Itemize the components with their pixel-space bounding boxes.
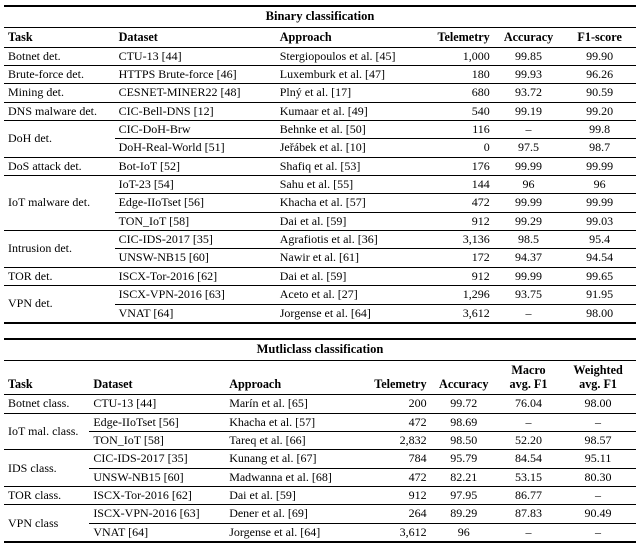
telemetry-cell: 1,000: [462, 48, 490, 63]
accuracy-cell: –: [494, 304, 564, 323]
f1-cell: 99.8: [563, 120, 636, 138]
telemetry-cell: 180: [427, 65, 493, 83]
table-row: [4, 102, 636, 120]
binary-column-header-3: Approach: [276, 27, 428, 47]
accuracy-cell: 98.69: [431, 413, 497, 431]
telemetry-cell: 540: [427, 102, 493, 120]
approach-cell: Dener et al. [69]: [225, 505, 367, 523]
table-row: [4, 267, 636, 285]
telemetry-cell: 472: [367, 413, 430, 431]
multiclass-column-header-2: Dataset: [89, 360, 225, 395]
binary-column-header-2: Dataset: [115, 27, 276, 47]
binary-table-title: Binary classification: [4, 6, 636, 27]
accuracy-cell: 99.99: [494, 267, 564, 285]
binary-title-row: [4, 6, 636, 27]
approach-cell: Kunang et al. [67]: [225, 450, 367, 468]
f1-cell: 98.00: [563, 304, 636, 323]
multiclass-classification-table: [4, 338, 636, 543]
f1-cell: 98.7: [563, 139, 636, 157]
accuracy-cell: 99.99: [494, 194, 564, 212]
dataset-cell: CIC-DoH-Brw: [115, 120, 276, 138]
accuracy-cell: 93.72: [494, 84, 564, 102]
accuracy-cell: 93.75: [494, 286, 564, 304]
dataset-cell: CTU-13 [44]: [118, 48, 182, 63]
dataset-cell: UNSW-NB15 [60]: [115, 249, 276, 267]
dataset-cell: CIC-Bell-DNS [12]: [115, 102, 276, 120]
binary-column-header-5: Accuracy: [494, 27, 564, 47]
weighted-f1-cell: 90.49: [560, 505, 636, 523]
dataset-cell: VNAT [64]: [89, 523, 225, 542]
table-row: [4, 395, 636, 413]
weighted-f1-cell: 80.30: [560, 468, 636, 486]
task-cell: DNS malware det.: [4, 102, 115, 120]
table-row: [4, 487, 636, 505]
multiclass-column-header-6: Macro avg. F1: [497, 360, 560, 395]
telemetry-cell: 680: [427, 84, 493, 102]
approach-cell: Dai et al. [59]: [225, 487, 367, 505]
telemetry-cell: 3,136: [427, 231, 493, 249]
binary-column-header-4: Telemetry: [427, 27, 493, 47]
accuracy-cell: 99.19: [494, 102, 564, 120]
multiclass-title-row: [4, 339, 636, 360]
binary-header-row: [4, 27, 636, 47]
approach-cell: Plný et al. [17]: [276, 84, 428, 102]
accuracy-cell: 99.99: [494, 157, 564, 175]
telemetry-cell: 264: [367, 505, 430, 523]
dataset-cell: CIC-IDS-2017 [35]: [89, 450, 225, 468]
accuracy-cell: 96: [494, 176, 564, 194]
accuracy-cell: 89.29: [431, 505, 497, 523]
telemetry-cell: 472: [367, 468, 430, 486]
task-cell: Intrusion det.: [4, 231, 115, 268]
table-row: [4, 286, 636, 304]
accuracy-cell: 95.79: [431, 450, 497, 468]
weighted-f1-cell: –: [560, 413, 636, 431]
table-row: [4, 505, 636, 523]
dataset-cell: ISCX-Tor-2016 [62]: [89, 487, 225, 505]
accuracy-cell: 98.50: [431, 431, 497, 449]
task-cell: VPN class: [4, 505, 89, 542]
task-cell: TOR class.: [4, 487, 89, 505]
approach-cell: Dai et al. [59]: [276, 267, 428, 285]
accuracy-cell: 98.5: [494, 231, 564, 249]
table-row: [4, 157, 636, 175]
f1-cell: 90.59: [563, 84, 636, 102]
multiclass-table-title: Mutliclass classification: [4, 339, 636, 360]
telemetry-cell: 912: [367, 487, 430, 505]
macro-f1-cell: 52.20: [497, 431, 560, 449]
f1-cell: 99.65: [563, 267, 636, 285]
macro-f1-cell: 86.77: [497, 487, 560, 505]
dataset-cell: TON_IoT [58]: [89, 431, 225, 449]
approach-cell: Aceto et al. [27]: [276, 286, 428, 304]
f1-cell: 99.90: [586, 48, 614, 63]
telemetry-cell: 200: [408, 396, 427, 411]
task-cell: DoH det.: [4, 120, 115, 157]
f1-cell: 99.20: [563, 102, 636, 120]
task-cell: IDS class.: [4, 450, 89, 487]
table-row: [4, 523, 636, 542]
telemetry-cell: 176: [427, 157, 493, 175]
telemetry-cell: 3,612: [427, 304, 493, 323]
telemetry-cell: 912: [427, 212, 493, 230]
approach-cell: Madwanna et al. [68]: [225, 468, 367, 486]
accuracy-cell: 97.5: [494, 139, 564, 157]
multiclass-column-header-5: Accuracy: [431, 360, 497, 395]
binary-column-header-1: Task: [4, 27, 115, 47]
table-row: [4, 176, 636, 194]
task-cell: Botnet det.: [8, 48, 61, 63]
dataset-cell: IoT-23 [54]: [115, 176, 276, 194]
approach-cell: Stergiopoulos et al. [45]: [279, 48, 396, 63]
dataset-cell: VNAT [64]: [115, 304, 276, 323]
macro-f1-cell: 76.04: [515, 396, 543, 411]
f1-cell: 94.54: [563, 249, 636, 267]
multiclass-column-header-3: Approach: [225, 360, 367, 395]
task-cell: Mining det.: [4, 84, 115, 102]
dataset-cell: TON_IoT [58]: [115, 212, 276, 230]
macro-f1-cell: –: [497, 523, 560, 542]
accuracy-cell: 94.37: [494, 249, 564, 267]
accuracy-cell: 99.85: [515, 48, 543, 63]
approach-cell: Jorgense et al. [64]: [276, 304, 428, 323]
approach-cell: Nawir et al. [61]: [276, 249, 428, 267]
approach-cell: Shafiq et al. [53]: [276, 157, 428, 175]
multiclass-column-header-4: Telemetry: [367, 360, 430, 395]
accuracy-cell: 99.72: [450, 396, 478, 411]
accuracy-cell: 96: [431, 523, 497, 542]
dataset-cell: HTTPS Brute-force [46]: [115, 65, 276, 83]
f1-cell: 96: [563, 176, 636, 194]
table-row: [4, 431, 636, 449]
table-row: [4, 231, 636, 249]
approach-cell: Marín et al. [65]: [229, 396, 308, 411]
f1-cell: 96.26: [563, 65, 636, 83]
telemetry-cell: 912: [427, 267, 493, 285]
approach-cell: Sahu et al. [55]: [276, 176, 428, 194]
telemetry-cell: 172: [427, 249, 493, 267]
approach-cell: Kumaar et al. [49]: [276, 102, 428, 120]
macro-f1-cell: 53.15: [497, 468, 560, 486]
task-cell: VPN det.: [4, 286, 115, 323]
f1-cell: 99.99: [563, 194, 636, 212]
binary-column-header-6: F1-score: [563, 27, 636, 47]
dataset-cell: UNSW-NB15 [60]: [89, 468, 225, 486]
approach-cell: Khacha et al. [57]: [225, 413, 367, 431]
table-row: [4, 84, 636, 102]
telemetry-cell: 472: [427, 194, 493, 212]
dataset-cell: ISCX-VPN-2016 [63]: [115, 286, 276, 304]
dataset-cell: Edge-IIoTset [56]: [89, 413, 225, 431]
binary-classification-table: [4, 5, 636, 324]
approach-cell: Luxemburk et al. [47]: [276, 65, 428, 83]
weighted-f1-cell: –: [560, 523, 636, 542]
weighted-f1-cell: 98.00: [584, 396, 612, 411]
macro-f1-cell: 84.54: [497, 450, 560, 468]
dataset-cell: CESNET-MINER22 [48]: [115, 84, 276, 102]
dataset-cell: CIC-IDS-2017 [35]: [115, 231, 276, 249]
task-cell: IoT malware det.: [4, 176, 115, 231]
weighted-f1-cell: 98.57: [560, 431, 636, 449]
accuracy-cell: –: [494, 120, 564, 138]
dataset-cell: Edge-IIoTset [56]: [115, 194, 276, 212]
multiclass-column-header-7: Weighted avg. F1: [560, 360, 636, 395]
dataset-cell: ISCX-VPN-2016 [63]: [89, 505, 225, 523]
task-cell: Botnet class.: [8, 396, 70, 411]
table-row: [4, 450, 636, 468]
table-row: [4, 65, 636, 83]
dataset-cell: Bot-IoT [52]: [115, 157, 276, 175]
approach-cell: Dai et al. [59]: [276, 212, 428, 230]
dataset-cell: ISCX-Tor-2016 [62]: [115, 267, 276, 285]
table-row: [4, 47, 636, 65]
approach-cell: Jorgense et al. [64]: [225, 523, 367, 542]
task-cell: DoS attack det.: [4, 157, 115, 175]
macro-f1-cell: 87.83: [497, 505, 560, 523]
task-cell: Brute-force det.: [4, 65, 115, 83]
table-gap-divider: [4, 324, 636, 338]
weighted-f1-cell: 95.11: [560, 450, 636, 468]
dataset-cell: CTU-13 [44]: [93, 396, 157, 411]
f1-cell: 95.4: [563, 231, 636, 249]
f1-cell: 91.95: [563, 286, 636, 304]
task-cell: IoT mal. class.: [4, 413, 89, 450]
telemetry-cell: 784: [367, 450, 430, 468]
telemetry-cell: 116: [427, 120, 493, 138]
approach-cell: Tareq et al. [66]: [225, 431, 367, 449]
approach-cell: Jeřábek et al. [10]: [276, 139, 428, 157]
f1-cell: 99.03: [563, 212, 636, 230]
approach-cell: Khacha et al. [57]: [276, 194, 428, 212]
accuracy-cell: 97.95: [431, 487, 497, 505]
accuracy-cell: 82.21: [431, 468, 497, 486]
approach-cell: Agrafiotis et al. [36]: [276, 231, 428, 249]
f1-cell: 99.99: [563, 157, 636, 175]
telemetry-cell: 144: [427, 176, 493, 194]
dataset-cell: DoH-Real-World [51]: [115, 139, 276, 157]
telemetry-cell: 0: [427, 139, 493, 157]
table-row: [4, 468, 636, 486]
telemetry-cell: 3,612: [367, 523, 430, 542]
accuracy-cell: 99.93: [494, 65, 564, 83]
table-row: [4, 120, 636, 138]
telemetry-cell: 2,832: [367, 431, 430, 449]
macro-f1-cell: –: [497, 413, 560, 431]
approach-cell: Behnke et al. [50]: [276, 120, 428, 138]
multiclass-header-row: [4, 360, 636, 395]
telemetry-cell: 1,296: [427, 286, 493, 304]
weighted-f1-cell: –: [560, 487, 636, 505]
accuracy-cell: 99.29: [494, 212, 564, 230]
table-row: [4, 413, 636, 431]
multiclass-column-header-1: Task: [4, 360, 89, 395]
task-cell: TOR det.: [4, 267, 115, 285]
